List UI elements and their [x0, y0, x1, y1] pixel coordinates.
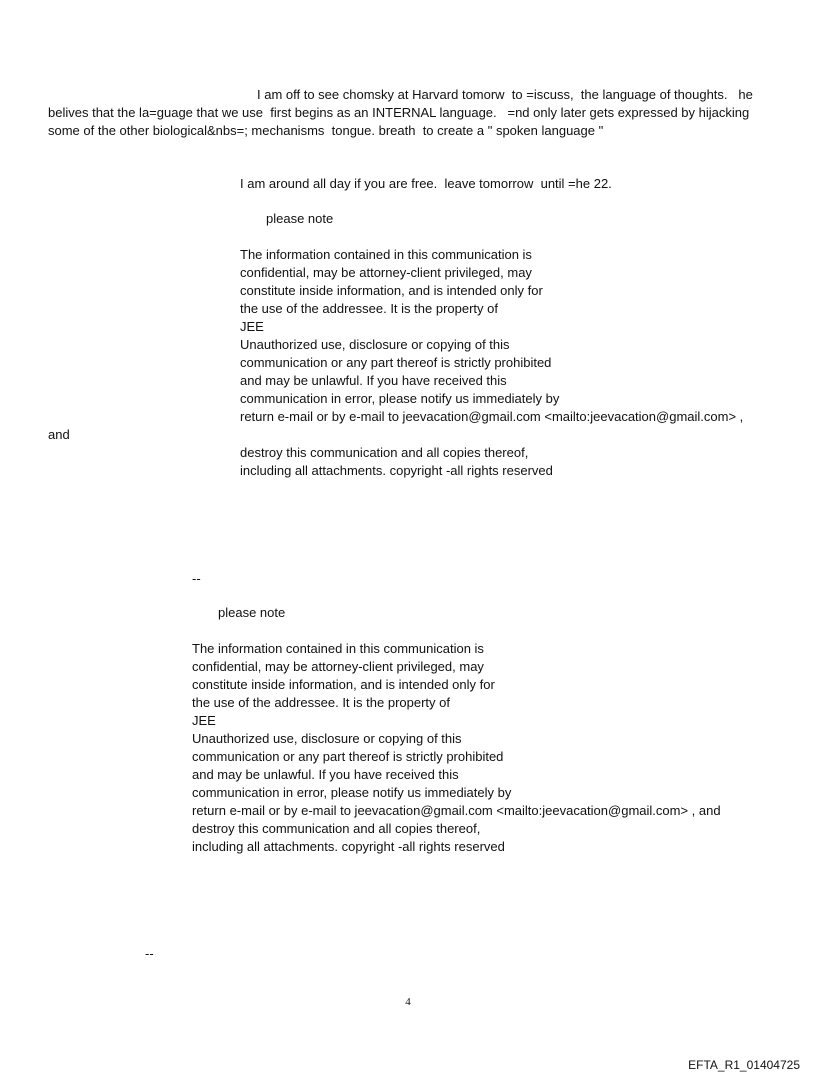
- notice-line: communication or any part thereof is strictly prohibited: [192, 749, 504, 764]
- notice-heading: please note: [266, 211, 334, 226]
- notice-heading: please note: [218, 605, 286, 620]
- page-number: 4: [405, 996, 411, 1008]
- message-line-2: belives that the la=guage that we use first begins as an INTERNAL language. =nd only later gets expressed by hijacking: [48, 105, 750, 120]
- notice-line: communication in error, please notify us immediately by: [192, 785, 512, 800]
- notice-line: and may be unlawful. If you have received this: [240, 373, 507, 388]
- notice-line: confidential, may be attorney-client privileged, may: [240, 265, 532, 280]
- notice-line: return e-mail or by e-mail to jeevacation@gmail.com <mailto:jeevacation@gmail.com> , and: [192, 803, 721, 818]
- notice-line: The information contained in this communication is: [240, 247, 532, 262]
- notice-line: communication in error, please notify us immediately by: [240, 391, 560, 406]
- message-line-1: I am off to see chomsky at Harvard tomorw to =iscuss, the language of thoughts. he: [257, 87, 753, 102]
- notice-line: The information contained in this communication is: [192, 641, 484, 656]
- notice-line: the use of the addressee. It is the property of: [240, 301, 498, 316]
- notice-line: destroy this communication and all copies thereof,: [240, 445, 529, 460]
- notice-line: confidential, may be attorney-client privileged, may: [192, 659, 484, 674]
- notice-line: including all attachments. copyright -all rights reserved: [192, 839, 505, 854]
- notice-line: return e-mail or by e-mail to jeevacation@gmail.com <mailto:jeevacation@gmail.com> ,: [240, 409, 744, 424]
- signature-separator: --: [192, 571, 201, 586]
- notice-line: and may be unlawful. If you have received this: [192, 767, 459, 782]
- notice-line: communication or any part thereof is strictly prohibited: [240, 355, 552, 370]
- signature-separator: --: [145, 946, 154, 961]
- notice-line: the use of the addressee. It is the property of: [192, 695, 450, 710]
- notice-wrap-word: and: [48, 427, 70, 442]
- notice-line: including all attachments. copyright -all rights reserved: [240, 463, 553, 478]
- notice-line: constitute inside information, and is intended only for: [192, 677, 495, 692]
- notice-line: constitute inside information, and is intended only for: [240, 283, 543, 298]
- notice-line: destroy this communication and all copies thereof,: [192, 821, 481, 836]
- bates-number: EFTA_R1_01404725: [688, 1058, 800, 1072]
- notice-line: JEE: [192, 713, 216, 728]
- availability-line: I am around all day if you are free. leave tomorrow until =he 22.: [240, 176, 612, 191]
- notice-line: Unauthorized use, disclosure or copying of this: [192, 731, 462, 746]
- message-line-3: some of the other biological&nbs=; mechanisms tongue. breath to create a " spoken language ": [48, 123, 604, 138]
- notice-line: Unauthorized use, disclosure or copying of this: [240, 337, 510, 352]
- notice-line: JEE: [240, 319, 264, 334]
